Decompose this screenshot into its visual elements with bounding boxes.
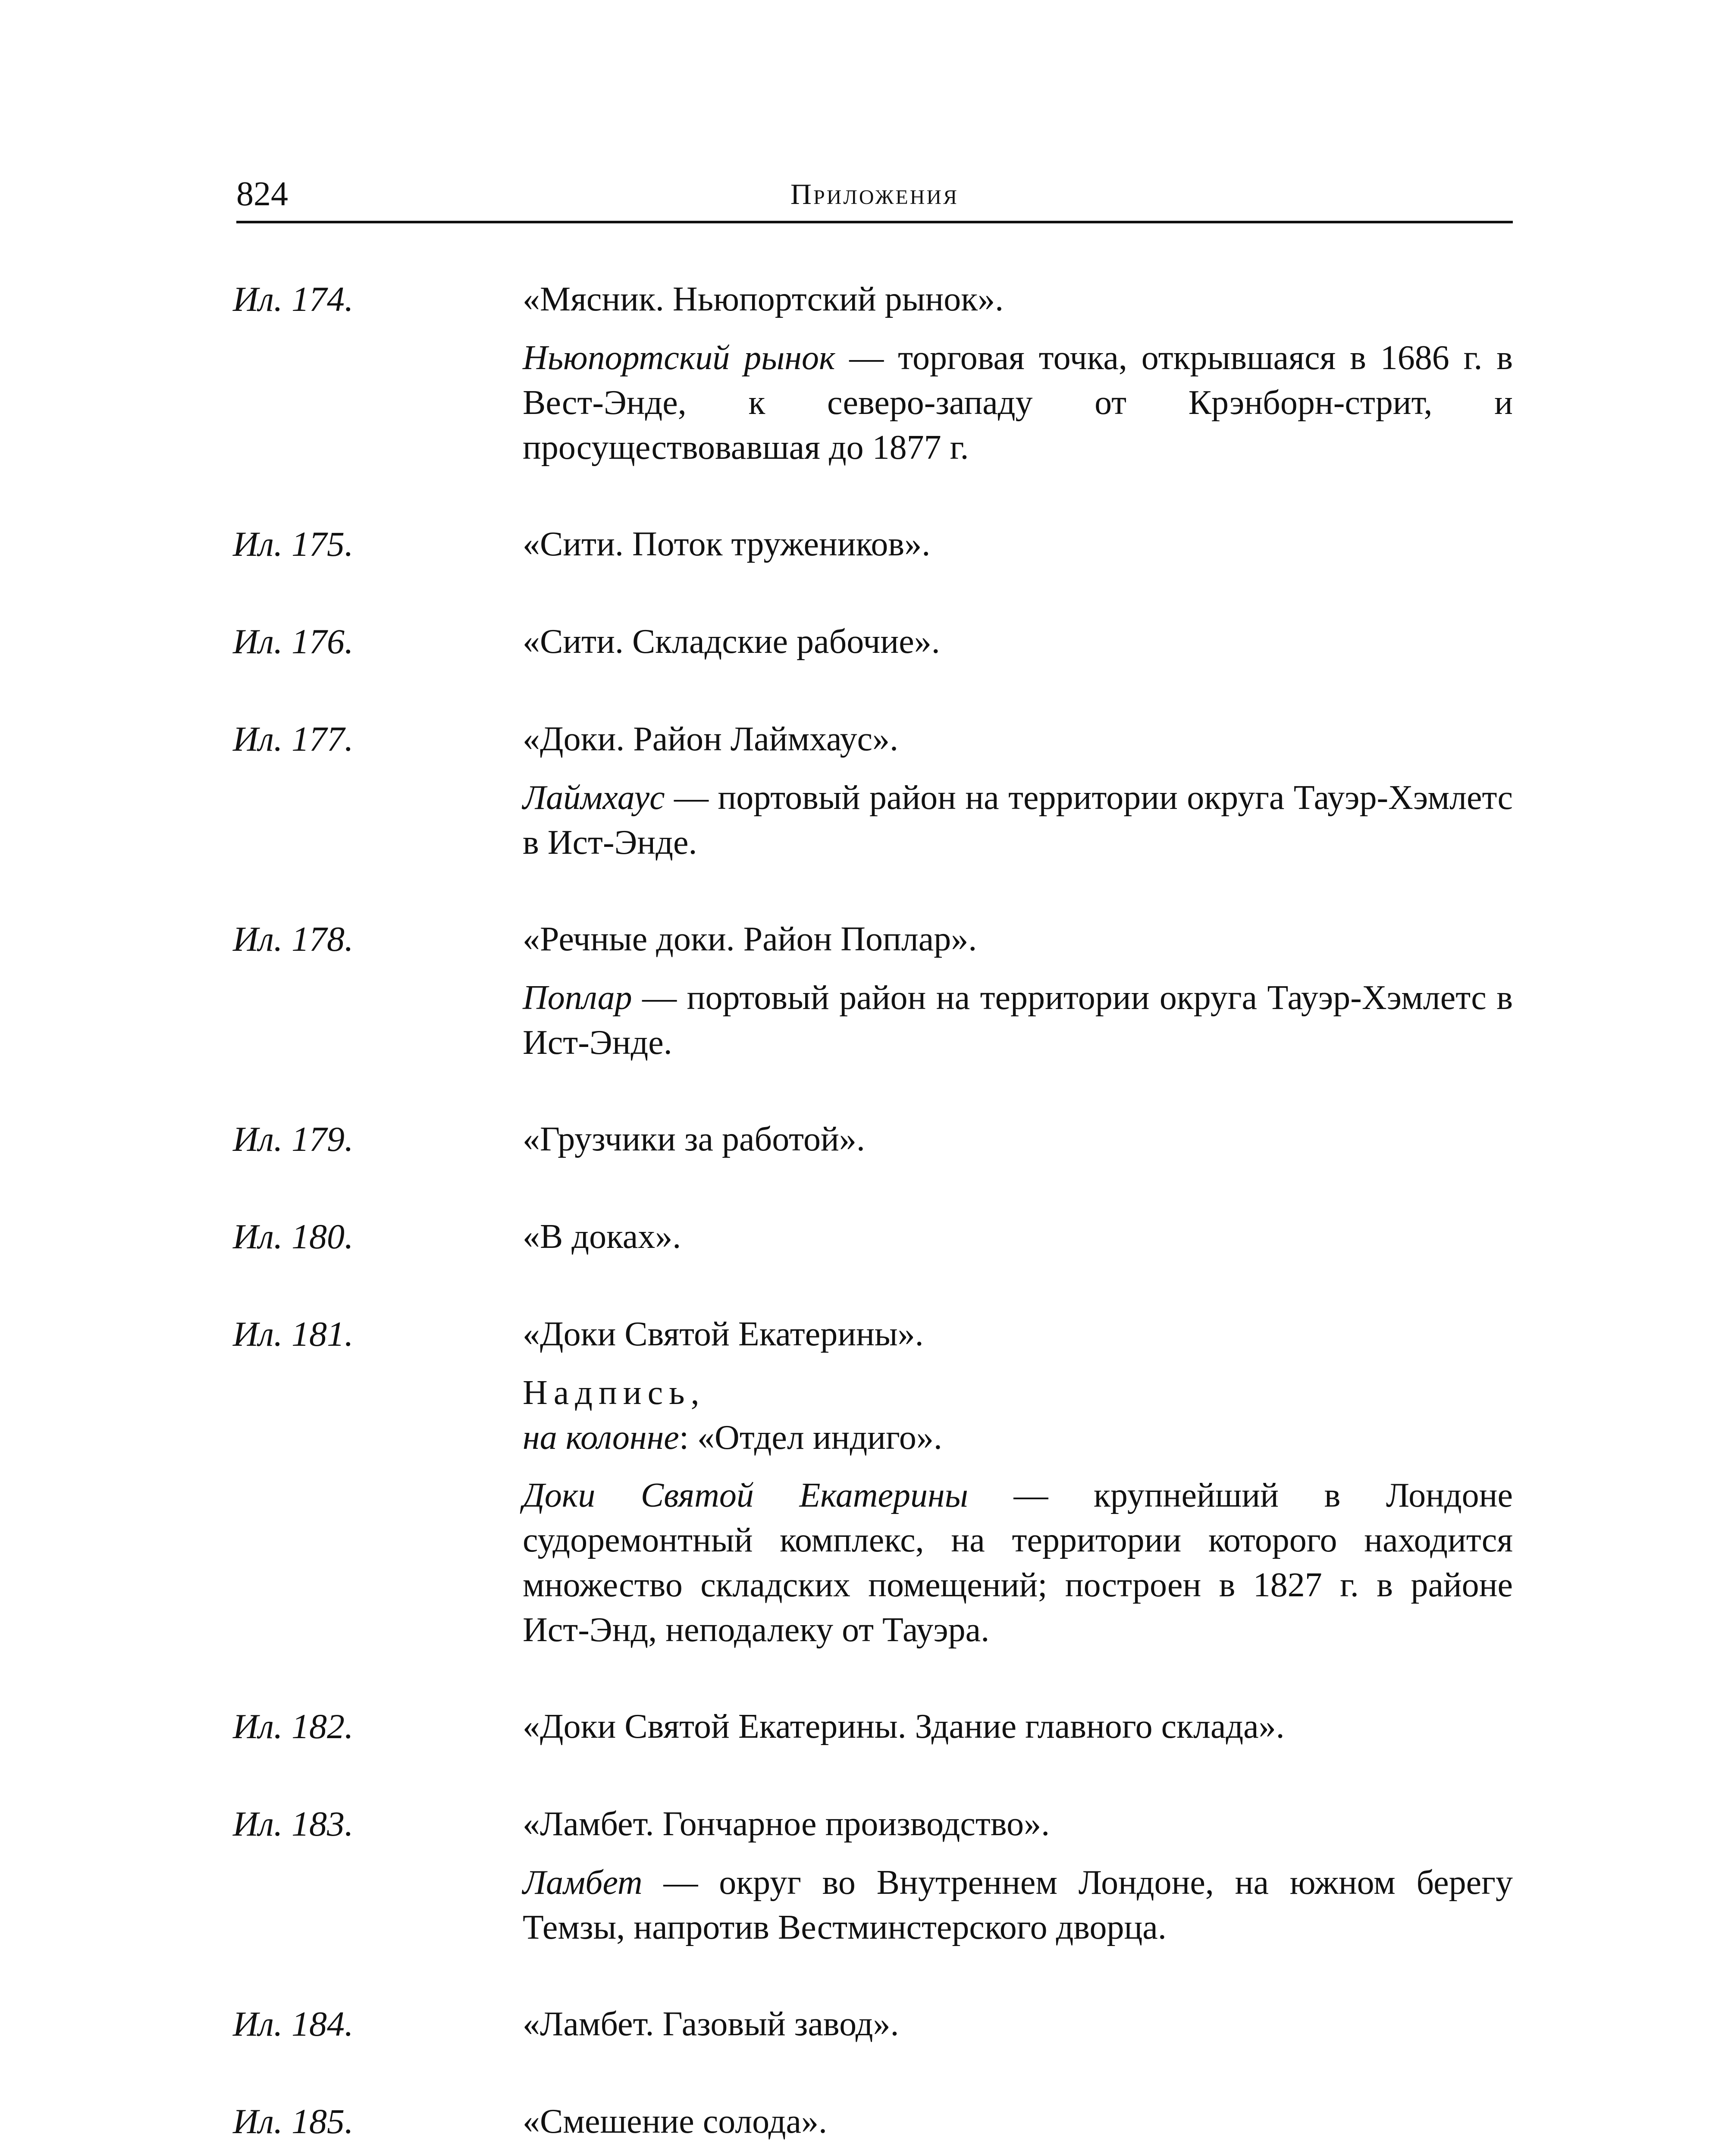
note-term: Доки Святой Екатерины: [523, 1476, 968, 1514]
illustration-number: Ил. 176.: [233, 622, 354, 661]
illustration-caption: «Доки. Район Лаймхаус».: [523, 720, 898, 758]
illustration-caption: «В доках».: [523, 1218, 681, 1256]
illustration-number: Ил. 175.: [233, 524, 354, 564]
illustration-caption: «Мясник. Ньюпортский рынок».: [523, 280, 1004, 318]
illustration-entry: [233, 916, 1513, 1065]
illustration-number: Ил. 178.: [233, 919, 354, 959]
note-text: — торговая точка, открывшаяся в 1686 г. в Вест-Энде, к северо-западу от Крэнборн-стрит, и просуществовавшая до 1877 г.: [523, 339, 1513, 467]
illustration-entry: [233, 2001, 1513, 2047]
illustration-caption: «Доки Святой Екатерины».: [523, 1315, 924, 1353]
illustration-number: Ил. 179.: [233, 1119, 354, 1159]
illustration-entry: [233, 1116, 1513, 1163]
illustration-number: Ил. 182.: [233, 1707, 354, 1746]
illustration-caption: «Доки Святой Екатерины. Здание главного склада».: [523, 1708, 1285, 1745]
note-term: Лаймхаус: [523, 779, 665, 817]
illustration-list: [233, 276, 1513, 2156]
illustration-number: Ил. 180.: [233, 1217, 354, 1256]
illustration-caption: «Речные доки. Район Поплар».: [523, 920, 977, 958]
illustration-entry: [233, 1311, 1513, 1652]
illustration-number: Ил. 184.: [233, 2004, 354, 2043]
inscription-text: : «Отдел индиго».: [679, 1419, 942, 1457]
running-head: Приложения: [790, 178, 959, 210]
illustration-caption: «Сити. Складские рабочие».: [523, 623, 940, 661]
illustration-note: [523, 775, 1513, 865]
illustration-caption: «Смешение солода».: [523, 2103, 828, 2140]
note-text: — крупнейший в Лондоне судоремонтный комплекс, на территории которого находится множество складских помещений; построен в 1827 г. в районе Ист-Энд, неподалеку от Тауэра.: [523, 1476, 1513, 1649]
illustration-caption: «Ламбет. Гончарное производство».: [523, 1805, 1050, 1843]
illustration-number: Ил. 174.: [233, 279, 354, 319]
illustration-entry: [233, 618, 1513, 665]
note-text: — портовый район на территории округа Тауэр-Хэмлетс в Ист-Энде.: [523, 979, 1513, 1062]
illustration-entry: [233, 276, 1513, 470]
illustration-entry: [233, 2098, 1513, 2145]
note-term: Поплар: [523, 979, 632, 1017]
illustration-entry: [233, 1213, 1513, 1260]
illustration-entry: [233, 1703, 1513, 1750]
note-text: — округ во Внутреннем Лондоне, на южном берегу Темзы, напротив Вестминстерского дворца.: [523, 1864, 1513, 1946]
illustration-caption: «Ламбет. Газовый завод».: [523, 2005, 899, 2043]
note-text: — портовый район на территории округа Тауэр-Хэмлетс в Ист-Энде.: [523, 779, 1513, 862]
illustration-caption: «Грузчики за работой».: [523, 1120, 865, 1158]
illustration-note: [523, 335, 1513, 470]
illustration-note: [523, 975, 1513, 1065]
note-term: Ламбет: [523, 1864, 643, 1902]
illustration-number: Ил. 181.: [233, 1314, 354, 1354]
note-term: Ньюпортский рынок: [523, 339, 835, 377]
illustration-number: Ил. 185.: [233, 2102, 354, 2141]
illustration-caption: «Сити. Поток тружеников».: [523, 525, 931, 563]
page-number: 824: [236, 175, 288, 213]
inscription-block: [523, 1370, 1513, 1460]
illustration-note: [523, 1860, 1513, 1950]
inscription-place: на колонне: [523, 1419, 679, 1457]
illustration-note: [523, 1473, 1513, 1652]
illustration-entry: [233, 521, 1513, 567]
inscription-line: [523, 1415, 1513, 1460]
page-header: [236, 169, 1513, 223]
inscription-heading: Надпись,: [523, 1374, 706, 1412]
illustration-entry: [233, 716, 1513, 865]
illustration-entry: [233, 1801, 1513, 1950]
illustration-number: Ил. 183.: [233, 1804, 354, 1843]
illustration-number: Ил. 177.: [233, 719, 354, 758]
